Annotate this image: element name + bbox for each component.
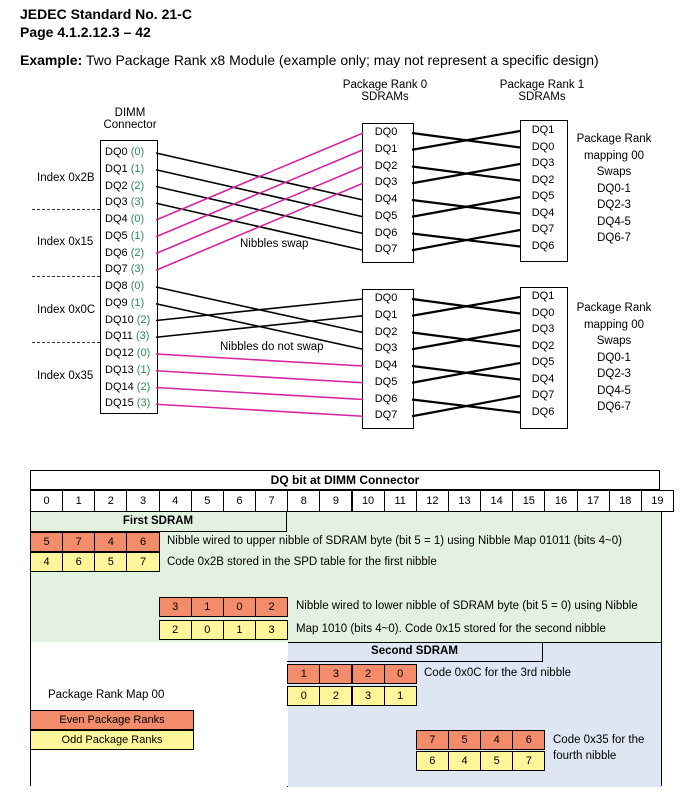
rank1-title-line2: SDRAMs [518,91,566,103]
pin-nibble-index: (3) [135,330,150,343]
even-rank-cell: 6 [126,532,159,552]
rank0-chip-pin: DQ0 [374,292,398,304]
rank0-to-rank1-wire [412,197,520,217]
pin-nibble-index: (1) [136,363,151,376]
connector-to-rank0-wire [156,299,363,321]
pin-name: DQ7 [105,263,131,276]
bit-header-cell: 18 [609,490,642,512]
rank1-chip-pin: DQ4 [531,206,555,219]
pin-name: DQ9 [105,296,131,309]
even-rank-cell: 1 [287,664,320,684]
bit-header-cell: 6 [223,490,256,512]
pin-nibble-index: (0) [130,213,145,225]
rank0-to-rank1-wire [412,164,520,183]
pin-nibble-index: (3) [136,397,151,410]
odd-rank-cell: 0 [191,620,224,640]
odd-rank-cell: 1 [384,686,417,706]
mapping-note-line: DQ6-7 [597,401,631,413]
page-number: Page 4.1.2.12.3 – 42 [20,24,151,40]
bit-header-cell: 1 [62,490,95,512]
mapping-note-line: DQ4-5 [597,215,631,228]
rank0-to-rank1-wire [412,330,520,349]
rank0-title-line1: Package Rank 0 [342,79,428,91]
rank0-chip-pin: DQ6 [374,392,398,405]
rank1-chip-pin: DQ2 [531,339,555,352]
example-label: Example: [20,52,83,68]
bit-header-cell: 4 [159,490,192,512]
mapping-note-line: Package Rank [576,302,652,314]
pin-name: DQ11 [105,330,136,343]
legend-title: Package Rank Map 00 [48,689,165,701]
rank0-to-rank1-wire [412,297,520,316]
mapping-note-line: DQ0-1 [597,182,631,195]
bit-header-cell: 19 [641,490,674,512]
pin-name: DQ13 [105,363,137,376]
rank1-chip-pin: DQ3 [531,323,555,335]
pin-name: DQ12 [105,347,137,359]
index-label: Index 0x35 [37,370,94,382]
mapping-note-line: mapping 00 [583,149,645,162]
rank0-chip-pin: DQ4 [374,359,398,371]
rank1-chip-pin: DQ6 [531,405,555,418]
rank0-chip-pin: DQ6 [374,226,398,239]
nibbles-swap-label: Nibbles swap [240,238,309,250]
pin-name: DQ0 [105,146,131,158]
rank0-chip-pin: DQ1 [374,142,398,155]
even-rank-cell: 0 [223,597,256,617]
mapping-note-line: DQ4-5 [597,384,631,397]
nibbles-no-swap-label: Nibbles do not swap [220,341,324,353]
even-rank-cell: 2 [255,597,288,617]
pin-nibble-index: (2) [130,179,145,192]
pin-nibble-index: (2) [136,380,151,393]
rank1-chip-pin: DQ0 [531,306,555,319]
pin-nibble-index: (2) [130,246,145,259]
rank1-chip-pin: DQ7 [531,389,555,401]
rank1-chip-pin: DQ4 [531,372,555,385]
rank1-chip-pin: DQ3 [531,157,555,169]
pin-nibble-index: (3) [130,263,145,276]
index-label: Index 0x2B [37,172,95,184]
bit-header-cell: 0 [30,490,63,512]
pin-nibble-index: (0) [136,347,151,359]
even-rank-cell: 5 [448,730,481,750]
odd-rank-cell: 6 [416,751,449,771]
rank0-to-rank1-wire [412,396,520,416]
index-label: Index 0x0C [37,304,96,316]
mapping-note-line: Package Rank [576,133,652,145]
even-rank-cell: 3 [159,597,192,617]
row1-text-a: Nibble wired to upper nibble of SDRAM byte (bit 5 = 1) using Nibble Map 01011 (bits 4~0) [167,535,622,547]
bit-header-cell: 5 [191,490,224,512]
mapping-note-line: Swaps [596,166,632,178]
mapping-note-line: DQ6-7 [597,232,631,244]
mapping-note-line: DQ2-3 [597,368,631,380]
rank0-chip-pin: DQ4 [374,193,398,205]
pin-name: DQ5 [105,229,131,242]
connector-to-rank0-wire [156,354,363,366]
pin-name: DQ4 [105,213,131,225]
row2-text-b: Map 1010 (bits 4~0). Code 0x15 stored for the second nibble [296,623,606,635]
pin-name: DQ6 [105,246,131,259]
rank0-chip-pin: DQ0 [374,126,398,138]
connector-title-line1: DIMM [114,107,146,119]
pin-nibble-index: (0) [130,280,145,292]
rank1-title-line1: Package Rank 1 [499,79,585,91]
odd-rank-cell: 2 [319,686,352,706]
even-rank-cell: 0 [384,664,417,684]
odd-rank-cell: 7 [512,751,545,771]
rank1-chip-pin: DQ0 [531,140,555,153]
example-text: Two Package Rank x8 Module (example only; may not represent a specific design) [82,52,599,68]
odd-rank-cell: 5 [480,751,513,771]
document-title: JEDEC Standard No. 21-C [20,6,192,22]
even-rank-cell: 4 [94,532,127,552]
pin-nibble-index: (3) [130,196,145,209]
bit-header-cell: 9 [319,490,352,512]
mapping-note-line: Swaps [596,335,632,347]
table-title: DQ bit at DIMM Connector [270,473,420,487]
pin-nibble-index: (1) [130,162,145,175]
odd-rank-cell: 2 [159,620,192,640]
rank0-to-rank1-wire [412,131,520,150]
odd-rank-cell: 4 [30,552,63,572]
connector-to-rank0-wire [156,388,363,400]
row1-text-b: Code 0x2B stored in the SPD table for the first nibble [167,556,437,568]
odd-rank-cell: 6 [62,552,95,572]
bit-header-cell: 8 [287,490,320,512]
rank1-chip-pin: DQ6 [531,239,555,252]
bit-header-cell: 10 [352,490,385,512]
even-rank-cell: 1 [191,597,224,617]
odd-rank-cell: 5 [94,552,127,572]
pin-name: DQ1 [105,162,131,175]
pin-name: DQ2 [105,179,131,192]
bit-header-cell: 2 [94,490,127,512]
rank0-to-rank1-wire [412,363,520,383]
rank0-chip-pin: DQ1 [374,308,398,321]
even-rank-cell: 7 [62,532,95,552]
rank0-chip-pin: DQ5 [374,375,398,388]
row2-text-a: Nibble wired to lower nibble of SDRAM byte (bit 5 = 0) using Nibble [296,600,638,612]
rank0-chip-pin: DQ3 [374,342,398,355]
pin-nibble-index: (1) [130,229,145,242]
even-rank-cell: 7 [416,730,449,750]
even-rank-cell: 6 [512,730,545,750]
even-rank-cell: 3 [319,664,352,684]
pin-name: DQ10 [105,313,137,326]
first-sdram-header [30,512,287,532]
rank0-chip-pin: DQ7 [374,243,398,256]
mapping-note-line: mapping 00 [583,318,645,331]
connector-to-rank0-wire [156,371,363,383]
bit-header-cell: 14 [480,490,513,512]
row3-text: Code 0x0C for the 3rd nibble [424,667,572,679]
rank0-chip-pin: DQ2 [374,159,398,172]
rank1-chip-pin: DQ2 [531,173,555,186]
bit-header-cell: 12 [416,490,449,512]
second-sdram-header [287,642,543,662]
bit-header-cell: 13 [448,490,481,512]
pin-nibble-index: (2) [136,313,151,326]
mapping-note-line: DQ2-3 [597,199,631,211]
index-label: Index 0x15 [37,236,94,248]
odd-rank-cell: 7 [126,552,159,572]
bit-header-cell: 16 [544,490,577,512]
rank0-title-line2: SDRAMs [361,91,409,103]
rank0-chip-pin: DQ3 [374,176,398,189]
bit-header-cell: 15 [512,490,545,512]
pin-name: DQ8 [105,280,131,292]
even-rank-cell: 2 [352,664,385,684]
pin-name: DQ3 [105,196,131,209]
rank1-chip-pin: DQ1 [531,124,555,136]
pin-name: DQ15 [105,397,137,410]
rank1-chip-pin: DQ5 [531,190,555,202]
legend-even: Even Package Ranks [30,710,194,730]
odd-rank-cell: 1 [223,620,256,640]
row4-text-a: Code 0x35 for the [553,734,645,746]
legend-odd: Odd Package Ranks [30,730,194,750]
mapping-note-line: DQ0-1 [597,351,631,364]
rank0-chip-pin: DQ2 [374,325,398,338]
odd-rank-cell: 0 [287,686,320,706]
bit-header-cell: 7 [255,490,288,512]
rank1-chip-pin: DQ1 [531,290,555,302]
even-rank-cell: 4 [480,730,513,750]
connector-to-rank0-wire [156,316,363,338]
pin-nibble-index: (0) [130,146,145,158]
row4-text-b: fourth nibble [553,750,617,762]
rank0-to-rank1-wire [412,230,520,250]
first-sdram-title: First SDRAM [122,515,194,527]
bit-header-cell: 11 [384,490,417,512]
pin-name: DQ14 [105,380,137,393]
odd-rank-cell: 3 [255,620,288,640]
table-title-row [30,470,660,490]
bit-header-cell: 17 [577,490,610,512]
connector-title-line2: Connector [103,119,157,131]
rank0-chip-pin: DQ7 [374,409,398,422]
odd-rank-cell: 3 [352,686,385,706]
odd-rank-cell: 4 [448,751,481,771]
connector-to-rank0-wire [156,404,363,416]
pin-nibble-index: (1) [130,296,145,309]
second-sdram-title: Second SDRAM [371,645,458,657]
rank1-chip-pin: DQ7 [531,223,555,235]
rank1-chip-pin: DQ5 [531,356,555,368]
rank0-chip-pin: DQ5 [374,209,398,222]
bit-header-cell: 3 [126,490,159,512]
even-rank-cell: 5 [30,532,63,552]
